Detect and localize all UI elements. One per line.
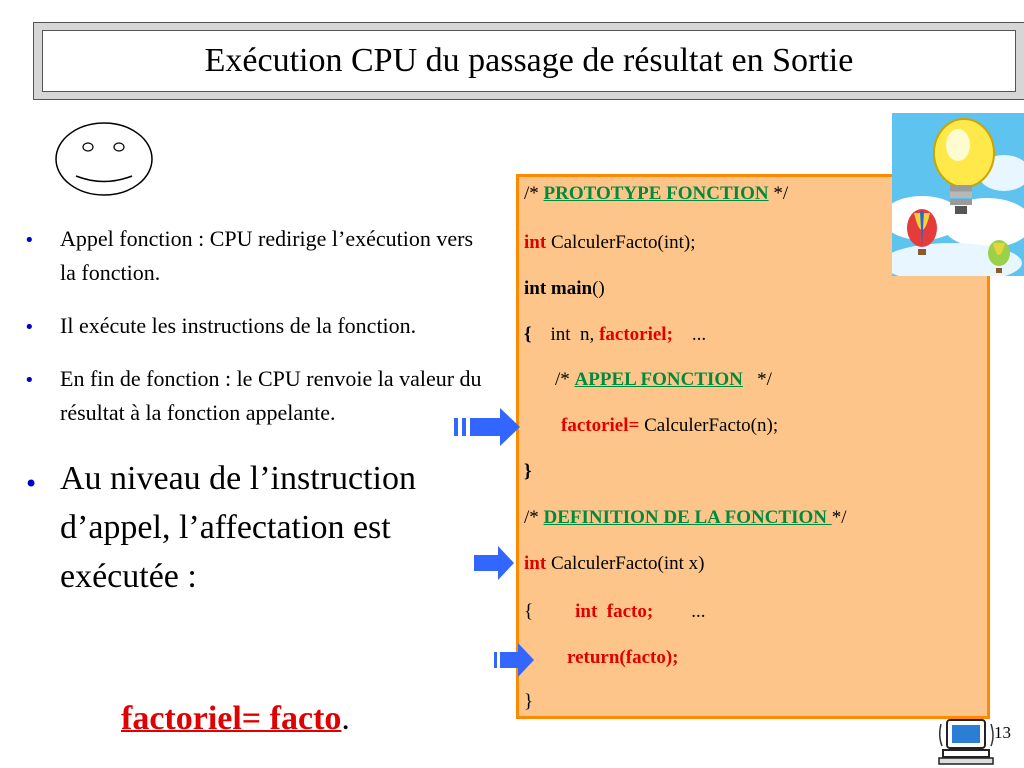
page-number: 13 [994, 723, 1011, 742]
bullet-item [20, 454, 490, 601]
arrow-right-icon [474, 546, 514, 580]
bullet-item [20, 309, 490, 343]
lightbulb-icon [892, 113, 1024, 276]
code-line-prototype-comment: /* PROTOTYPE FONCTION */ [524, 183, 789, 204]
title-frame [33, 22, 1024, 100]
bullet-text: Appel fonction : CPU redirige l’exécution vers la fonction. [60, 226, 474, 285]
code-line-main-close: } [524, 461, 532, 482]
bullet-text: Il exécute les instructions de la fonction. [60, 313, 417, 338]
code-line-main: int main() [524, 278, 605, 299]
bullet-item [20, 362, 490, 430]
bullet-dot: • [24, 230, 35, 251]
code-line-call: factoriel= CalculerFacto(n); [561, 415, 779, 436]
code-line-main-body: { int n, factoriel; ... [524, 324, 707, 345]
computer-icon [937, 716, 997, 766]
result-code: factoriel= facto [121, 700, 342, 737]
result-expression [121, 700, 350, 738]
bullet-dot: • [24, 317, 35, 338]
code-line-return: return(facto); [567, 647, 679, 668]
smiley-icon [54, 121, 156, 197]
code-line-function-body: { int facto; ... [524, 601, 706, 622]
code-line-call-comment: /* APPEL FONCTION */ [555, 369, 772, 390]
bullet-text: Au niveau de l’instruction d’appel, l’affectation est exécutée : [60, 460, 416, 595]
bullet-item [20, 222, 490, 290]
code-line-function-close: } [524, 691, 534, 712]
bullet-dot: • [24, 470, 39, 498]
code-line-definition-comment: /* DEFINITION DE LA FONCTION */ [524, 507, 847, 528]
bullet-text: En fin de fonction : le CPU renvoie la valeur du résultat à la fonction appelante. [60, 366, 482, 425]
arrow-right-icon [454, 408, 520, 446]
slide-title: Exécution CPU du passage de résultat en Sortie [42, 30, 1016, 92]
bullet-list [20, 222, 490, 601]
result-period: . [341, 700, 350, 737]
code-line-prototype: int CalculerFacto(int); [524, 232, 696, 253]
code-line-definition: int CalculerFacto(int x) [524, 553, 705, 574]
arrow-right-icon [494, 643, 534, 677]
bullet-dot: • [24, 370, 35, 391]
